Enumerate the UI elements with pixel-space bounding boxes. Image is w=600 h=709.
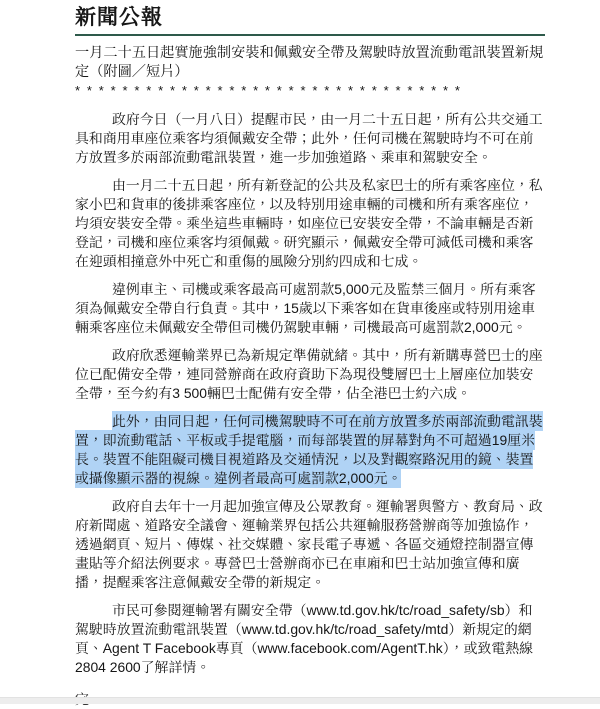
- paragraph-penalties: 違例車主、司機或乘客最高可處罰款5,000元及監禁三個月。所有乘客須為佩戴安全帶自行負責。其中，15歲以下乘客如在貨車後座或特別用途車輛乘客座位未佩戴安全帶但司機仍駕駛車輛，司機最高可處罰款2,000元。: [75, 281, 536, 335]
- paragraph-publicity-education: 政府自去年十一月起加強宣傳及公眾教育。運輸署與警方、教育局、政府新聞處、道路安全議會、運輸業界包括公共運輸服務營辦商等加強協作，透過網頁、短片、傳媒、社交媒體、家長電子專遞、各區交通燈控制器宣傳畫貼等介紹法例要求。專營巴士營辦商亦已在車廂和巴士站加強宣傳和廣播，提醒乘客注意佩戴安全帶的新規定。: [75, 498, 543, 590]
- paragraph-industry-readiness: 政府欣悉運輸業界已為新規定準備就緒。其中，所有新購專營巴士的座位已配備安全帶，連同營辦商在政府資助下為現役雙層巴士上層座位加裝安全帶，至今約有3 500輛巴士配備有安全帶，佔全港巴士約六成。: [75, 347, 543, 401]
- paragraph-seatbelt-installation: 由一月二十五日起，所有新登記的公共及私家巴士的所有乘客座位，私家小巴和貨車的後排乘客座位，以及特別用途車輛的司機和所有乘客座位，均須安裝安全帶。乘坐這些車輛時，如座位已安裝安全帶，不論車輛是否新登記，司機和座位乘客均須佩戴。研究顯示，佩戴安全帶可減低司機和乘客在迎頭相撞意外中死亡和重傷的風險分別約四成和七成。: [75, 177, 543, 269]
- page-title: 新聞公報: [75, 6, 163, 29]
- asterisk-separator: * * * * * * * * * * * * * * * * * * * * * * * * * * * * * * * * *: [75, 83, 462, 98]
- release-heading: 一月二十五日起實施強制安裝和佩戴安全帶及駕駛時放置流動電訊裝置新規定（附圖／短片）: [75, 45, 544, 80]
- paragraph-more-information: 市民可參閱運輸署有關安全帶（www.td.gov.hk/tc/road_safety/sb）和駕駛時放置流動電訊裝置（www.td.gov.hk/tc/road_safety/mtd）新規定的網頁、Agent T Facebook專頁（www.facebook.com/AgentT.hk），或致電熱線2804 2600了解詳情。: [75, 602, 534, 675]
- page-bottom-edge: [0, 697, 600, 704]
- paragraph-intro: 政府今日（一月八日）提醒市民，由一月二十五日起，所有公共交通工具和商用車座位乘客均須佩戴安全帶；此外，任何司機在駕駛時均不可在前方放置多於兩部流動電訊裝置，進一步加強道路、乘車和駕駛安全。: [75, 111, 543, 165]
- paragraph-mobile-devices-highlighted: [75, 412, 545, 488]
- title-underline-divider: [75, 34, 545, 36]
- selection-highlight: 此外，由同日起，任何司機駕駛時不可在前方放置多於兩部流動電訊裝置，即流動電話、平板或手提電腦，而每部裝置的屏幕對角不可超過19厘米長。裝置不能阻礙司機目視道路及交通情況，以及對觀察路況用的鏡、裝置或攝像顯示器的視線。違例者最高可處罰款2,000元。: [75, 413, 543, 486]
